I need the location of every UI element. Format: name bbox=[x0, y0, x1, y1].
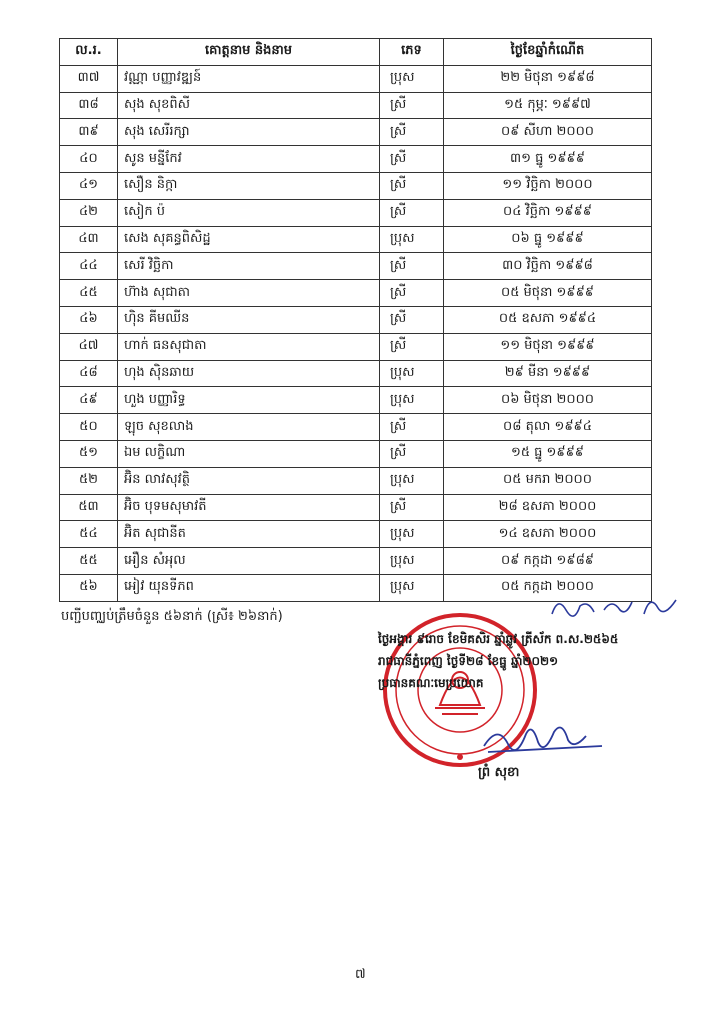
table-row bbox=[60, 440, 652, 467]
table-row bbox=[60, 494, 652, 521]
cell-number: ៥៣ bbox=[60, 494, 118, 521]
table-row bbox=[60, 119, 652, 146]
table-row bbox=[60, 387, 652, 414]
cell-name: អឿន សំអុល bbox=[118, 548, 380, 575]
cell-name: អ៊ិត សុជានីត bbox=[118, 521, 380, 548]
table-row bbox=[60, 280, 652, 307]
cell-gender: ស្រី bbox=[380, 440, 444, 467]
cell-name: សុង សុខពិសី bbox=[118, 92, 380, 119]
cell-date-of-birth: ១៥ កុម្ភៈ ១៩៩៧ bbox=[444, 92, 652, 119]
cell-date-of-birth: ០៩ សីហា ២០០០ bbox=[444, 119, 652, 146]
cell-gender: ស្រី bbox=[380, 119, 444, 146]
cell-date-of-birth: ៣០ វិច្ឆិកា ១៩៩៨ bbox=[444, 253, 652, 280]
cell-number: ៥២ bbox=[60, 467, 118, 494]
cell-number: ៥១ bbox=[60, 440, 118, 467]
cell-number: ៤៩ bbox=[60, 387, 118, 414]
cell-number: ៥៥ bbox=[60, 548, 118, 575]
cell-date-of-birth: ០៩ កក្កដា ១៩៨៩ bbox=[444, 548, 652, 575]
cell-date-of-birth: ០៥ មករា ២០០០ bbox=[444, 467, 652, 494]
cell-date-of-birth: ២៩ មីនា ១៩៩៩ bbox=[444, 360, 652, 387]
cell-date-of-birth: ២២ មិថុនា ១៩៩៨ bbox=[444, 65, 652, 92]
cell-gender: ស្រី bbox=[380, 172, 444, 199]
cell-number: ៤៥ bbox=[60, 280, 118, 307]
cell-name: វណ្ណា បញ្ញាវឌ្ឍន៍ bbox=[118, 65, 380, 92]
cell-gender: ប្រុស bbox=[380, 226, 444, 253]
place-and-date: រាជធានីភ្នំពេញ ថ្ងៃទី២៨ ខែធ្នូ ឆ្នាំ២០២១ bbox=[378, 654, 559, 668]
cell-name: ឯម លក្ខិណា bbox=[118, 440, 380, 467]
header-date-of-birth: ថ្ងៃខែឆ្នាំកំណើត bbox=[444, 39, 652, 66]
cell-gender: ស្រី bbox=[380, 199, 444, 226]
header-gender: ភេទ bbox=[380, 39, 444, 66]
table-row bbox=[60, 65, 652, 92]
cell-gender: ប្រុស bbox=[380, 521, 444, 548]
table-row bbox=[60, 467, 652, 494]
table-row bbox=[60, 333, 652, 360]
cell-date-of-birth: ០៤ វិច្ឆិកា ១៩៩៩ bbox=[444, 199, 652, 226]
cell-name: អ៊ិន លាវសុវត្ថិ bbox=[118, 467, 380, 494]
cell-gender: ប្រុស bbox=[380, 574, 444, 601]
cell-name: សេង សុគន្ធពិសិដ្ឋ bbox=[118, 226, 380, 253]
initials-scribble bbox=[548, 592, 683, 622]
cell-name: សៀក ប៉ bbox=[118, 199, 380, 226]
cell-name: សុង សេរីរក្សា bbox=[118, 119, 380, 146]
cell-number: ៥៦ bbox=[60, 574, 118, 601]
cell-number: ៤០ bbox=[60, 146, 118, 173]
cell-number: ៤២ bbox=[60, 199, 118, 226]
table-row bbox=[60, 306, 652, 333]
table-row bbox=[60, 521, 652, 548]
cell-name: សូន មន្នីកែវ bbox=[118, 146, 380, 173]
cell-gender: ស្រី bbox=[380, 306, 444, 333]
cell-number: ៣៩ bbox=[60, 119, 118, 146]
table-row bbox=[60, 360, 652, 387]
cell-number: ៤៣ bbox=[60, 226, 118, 253]
table-row bbox=[60, 92, 652, 119]
cell-name: អៀវ យុនទីភព bbox=[118, 574, 380, 601]
cell-date-of-birth: ១១ វិច្ឆិកា ២០០០ bbox=[444, 172, 652, 199]
cell-name: អ៊ិច បុទមសុមាវតី bbox=[118, 494, 380, 521]
signer-title: ប្រធានគណៈមេប្រយោគ bbox=[378, 676, 484, 690]
cell-gender: ប្រុស bbox=[380, 65, 444, 92]
cell-number: ៤១ bbox=[60, 172, 118, 199]
cell-name: ហួង បញ្ញារិទ្ធ bbox=[118, 387, 380, 414]
cell-gender: ស្រី bbox=[380, 92, 444, 119]
cell-number: ៤៨ bbox=[60, 360, 118, 387]
cell-gender: ស្រី bbox=[380, 253, 444, 280]
cell-gender: ស្រី bbox=[380, 494, 444, 521]
cell-date-of-birth: ០៦ ធ្នូ ១៩៩៩ bbox=[444, 226, 652, 253]
cell-name: សឿន និក្កា bbox=[118, 172, 380, 199]
cell-gender: ស្រី bbox=[380, 333, 444, 360]
cell-gender: ស្រី bbox=[380, 146, 444, 173]
signature-block bbox=[378, 628, 678, 694]
cell-date-of-birth: ០៥ ឧសភា ១៩៩៤ bbox=[444, 306, 652, 333]
cell-number: ៤៧ bbox=[60, 333, 118, 360]
cell-date-of-birth: ១៤ ឧសភា ២០០០ bbox=[444, 521, 652, 548]
roster-summary: បញ្ជីបញ្ឈប់ត្រឹមចំនួន ៥៦នាក់ (ស្រី៖ ២៦នាក់) bbox=[61, 609, 283, 624]
header-number: ល.រ. bbox=[60, 39, 118, 66]
table-row bbox=[60, 199, 652, 226]
cell-gender: ប្រុស bbox=[380, 360, 444, 387]
cell-date-of-birth: ១១ មិថុនា ១៩៩៩ bbox=[444, 333, 652, 360]
lunar-date: ថ្ងៃអង្គារ ៩រោច ខែមិគសិរ ឆ្នាំឆ្លូវ ត្រីស័ក ព.ស.២៥៦៥ bbox=[378, 632, 619, 646]
cell-date-of-birth: ០៥ កក្កដា ២០០០ bbox=[444, 574, 652, 601]
cell-number: ៣៧ bbox=[60, 65, 118, 92]
cell-name: សេរី វិច្ឆិកា bbox=[118, 253, 380, 280]
cell-name: ឡុច សុខលាង bbox=[118, 414, 380, 441]
cell-gender: ប្រុស bbox=[380, 387, 444, 414]
table-row bbox=[60, 146, 652, 173]
cell-gender: ប្រុស bbox=[380, 548, 444, 575]
table-row bbox=[60, 253, 652, 280]
cell-name: ហ៊ិន គីមឈីន bbox=[118, 306, 380, 333]
cell-date-of-birth: ២៨ ឧសភា ២០០០ bbox=[444, 494, 652, 521]
cell-date-of-birth: ៣១ ធ្នូ ១៩៩៩ bbox=[444, 146, 652, 173]
cell-gender: ប្រុស bbox=[380, 467, 444, 494]
table-row bbox=[60, 414, 652, 441]
signer-name: ព្រំ សុខា bbox=[478, 765, 520, 780]
cell-date-of-birth: ០៥ មិថុនា ១៩៩៩ bbox=[444, 280, 652, 307]
cell-name: ហុង ស៊ិនឆាយ bbox=[118, 360, 380, 387]
header-name: គោត្តនាម និងនាម bbox=[118, 39, 380, 66]
cell-number: ៥៤ bbox=[60, 521, 118, 548]
cell-number: ៥០ bbox=[60, 414, 118, 441]
cell-gender: ស្រី bbox=[380, 280, 444, 307]
cell-number: ៣៨ bbox=[60, 92, 118, 119]
cell-number: ៤៦ bbox=[60, 306, 118, 333]
student-roster-table bbox=[59, 38, 652, 602]
table-row bbox=[60, 548, 652, 575]
cell-date-of-birth: ០៨ តុលា ១៩៩៤ bbox=[444, 414, 652, 441]
cell-number: ៤៤ bbox=[60, 253, 118, 280]
table-row bbox=[60, 172, 652, 199]
cell-gender: ស្រី bbox=[380, 414, 444, 441]
table-row bbox=[60, 226, 652, 253]
cell-name: ហាក់ ធនសុជាតា bbox=[118, 333, 380, 360]
table-header-row bbox=[60, 39, 652, 66]
page-number: ៧ bbox=[355, 967, 366, 982]
handwritten-signature bbox=[478, 716, 608, 766]
cell-date-of-birth: ១៥ ធ្នូ ១៩៩៩ bbox=[444, 440, 652, 467]
cell-name: ហ៊ាង សុជាតា bbox=[118, 280, 380, 307]
cell-date-of-birth: ០៦ មិថុនា ២០០០ bbox=[444, 387, 652, 414]
